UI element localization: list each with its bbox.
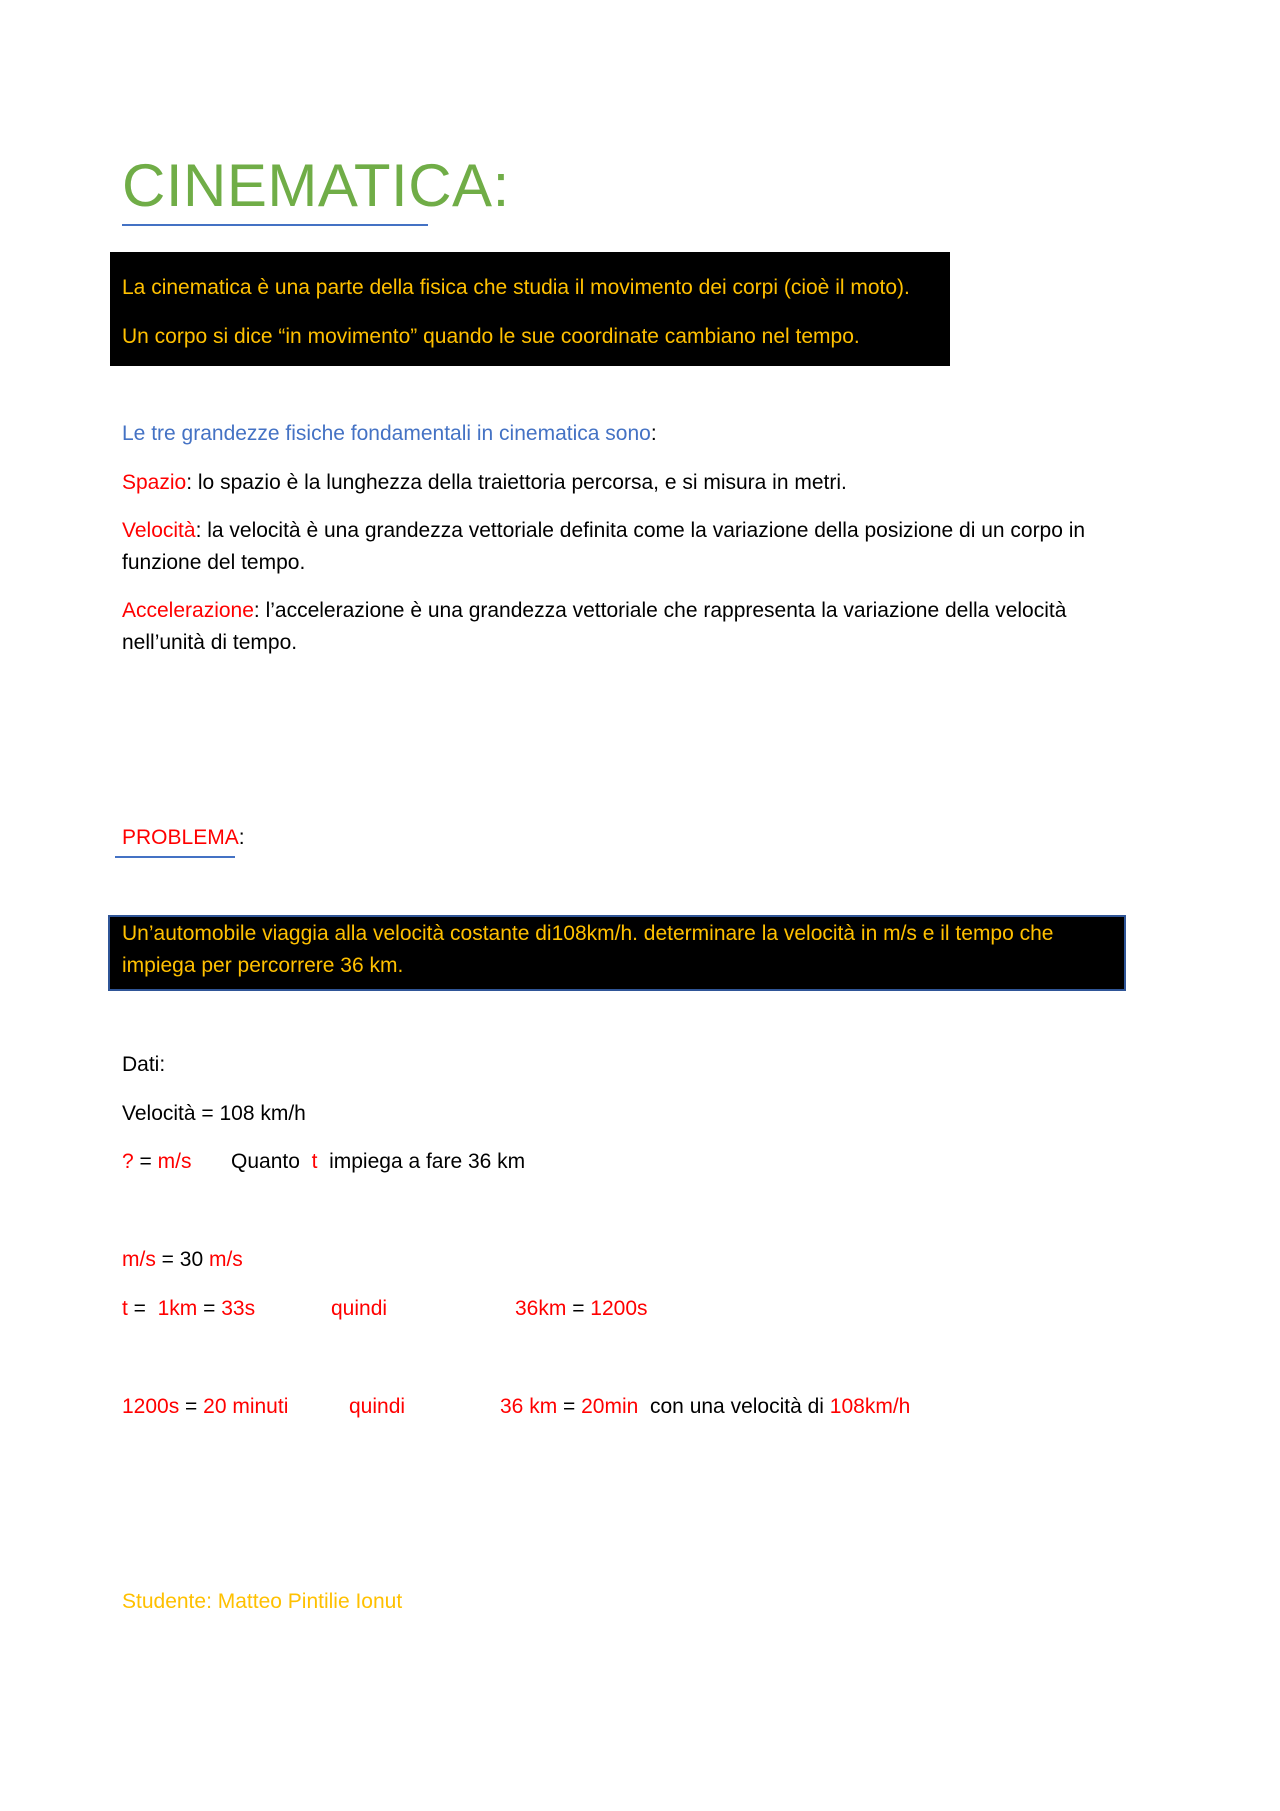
term-spazio: Spazio bbox=[122, 471, 187, 494]
definition-spazio: : lo spazio è la lunghezza della traiettoria percorsa, e si misura in metri. bbox=[186, 471, 847, 494]
equals-sign: = bbox=[197, 1297, 222, 1320]
distance-36km: 36km bbox=[515, 1297, 567, 1320]
equals-sign: = bbox=[557, 1395, 582, 1418]
quindi-2: quindi bbox=[349, 1395, 406, 1418]
problem-text: Un’automobile viaggia alla velocità costante di108km/h. determinare la velocità in m/s e il tempo che impiega per percorrere 36 km. bbox=[122, 922, 1054, 977]
solution-line-minutes-b bbox=[500, 1391, 910, 1423]
solution-line-minutes-a bbox=[122, 1391, 288, 1423]
unknown-mark: ? bbox=[122, 1150, 134, 1173]
definition-accelerazione: : l’accelerazione è una grandezza vettoriale che rappresenta la variazione della velocità nell’unità di tempo. bbox=[122, 599, 1067, 654]
quantities-heading-colon: : bbox=[650, 422, 657, 445]
solution-line-unknown bbox=[122, 1146, 191, 1178]
unit-ms: m/s bbox=[157, 1150, 192, 1173]
quantity-spazio bbox=[122, 467, 847, 499]
velocita-given: Velocità = 108 km/h bbox=[122, 1102, 306, 1125]
equals-sign: = bbox=[133, 1150, 158, 1173]
distance-36-km: 36 km bbox=[500, 1395, 558, 1418]
equals-sign: = bbox=[127, 1297, 152, 1320]
speed-value: = 30 bbox=[155, 1248, 209, 1271]
solution-line-speed bbox=[122, 1244, 243, 1276]
term-velocita: Velocità bbox=[122, 519, 196, 542]
page-title: CINEMATICA: bbox=[122, 152, 510, 219]
result-20min: 20min bbox=[581, 1395, 639, 1418]
title-underline bbox=[122, 224, 428, 226]
definition-velocita: : la velocità è una grandezza vettoriale definita come la variazione della posizione di un corpo in funzione del tempo. bbox=[122, 519, 1086, 574]
result-text: con una velocità di bbox=[650, 1395, 824, 1418]
time-33s: 33s bbox=[221, 1297, 256, 1320]
time-t: t bbox=[122, 1297, 128, 1320]
quanto-rest: impiega a fare 36 km bbox=[329, 1150, 526, 1173]
student-name: Studente: Matteo Pintilie Ionut bbox=[122, 1590, 403, 1613]
solution-line-quanto bbox=[231, 1146, 525, 1178]
quanto-text: Quanto bbox=[231, 1150, 300, 1173]
seconds-1200: 1200s bbox=[122, 1395, 180, 1418]
dati-label: Dati: bbox=[122, 1053, 166, 1076]
problem-label-colon: : bbox=[238, 826, 245, 849]
quantities-heading-text: Le tre grandezze fisiche fondamentali in cinematica sono bbox=[122, 422, 651, 445]
quindi-1: quindi bbox=[331, 1297, 388, 1320]
problem-label bbox=[122, 822, 245, 854]
t-symbol: t bbox=[311, 1150, 318, 1173]
equals-sign: = bbox=[179, 1395, 204, 1418]
minutes-20: 20 minuti bbox=[203, 1395, 289, 1418]
speed-unit-a: m/s bbox=[122, 1248, 156, 1271]
equals-sign: = bbox=[566, 1297, 591, 1320]
result-speed: 108km/h bbox=[829, 1395, 911, 1418]
intro-line-2: Un corpo si dice “in movimento” quando le sue coordinate cambiano nel tempo. bbox=[122, 325, 860, 348]
solution-line-time-a bbox=[122, 1293, 255, 1325]
intro-line-1: La cinematica è una parte della fisica che studia il movimento dei corpi (cioè il moto). bbox=[122, 276, 910, 299]
speed-unit-b: m/s bbox=[208, 1248, 243, 1271]
time-1200s: 1200s bbox=[590, 1297, 648, 1320]
time-1km: 1km bbox=[157, 1297, 198, 1320]
quantity-velocita bbox=[122, 515, 1132, 579]
problem-label-text: PROBLEMA bbox=[122, 826, 239, 849]
quantity-accelerazione bbox=[122, 595, 1132, 659]
quantities-heading bbox=[122, 418, 657, 450]
term-accelerazione: Accelerazione bbox=[122, 599, 254, 622]
solution-line-time-b bbox=[515, 1293, 648, 1325]
problem-underline bbox=[115, 856, 235, 858]
